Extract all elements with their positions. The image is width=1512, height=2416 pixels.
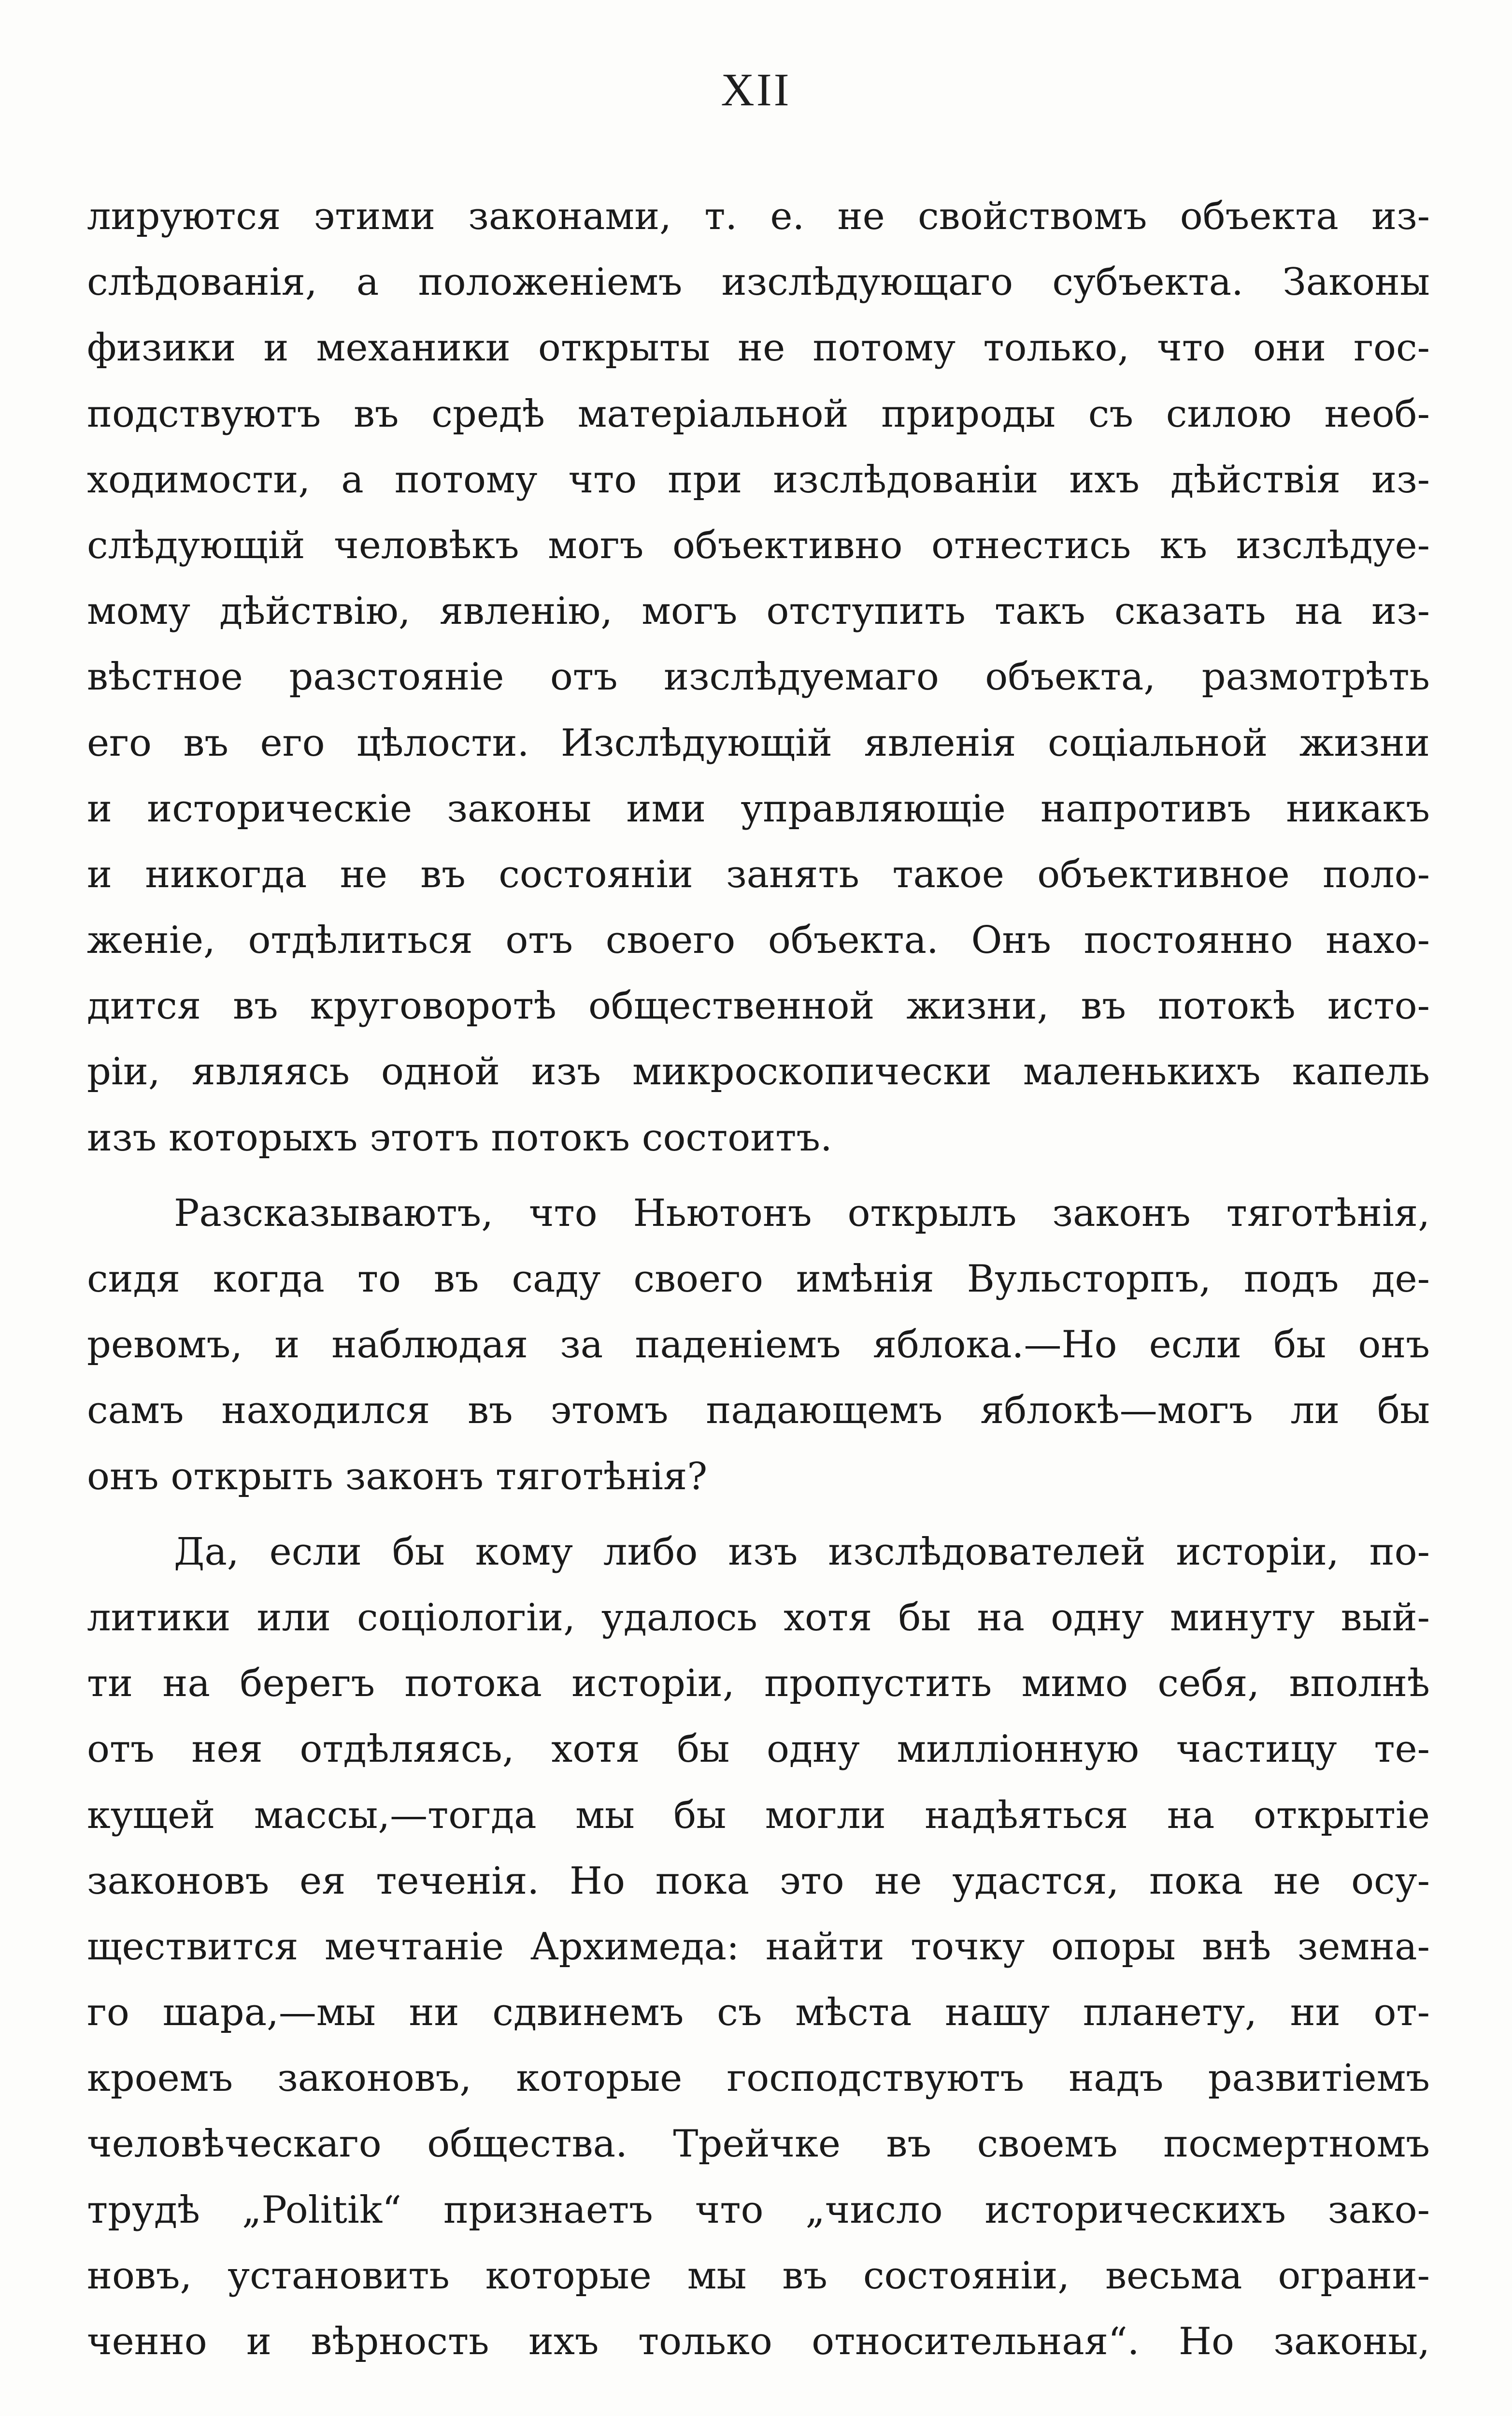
text-line: и никогда не въ состояніи занять такое объективное поло- <box>87 852 1430 896</box>
text-line: ходимости, а потому что при изслѣдованіи ихъ дѣйствія из- <box>87 458 1430 502</box>
text-line: ревомъ, и наблюдая за паденіемъ яблока.—Но если бы онъ <box>87 1323 1430 1367</box>
text-line: слѣдованія, а положеніемъ изслѣдующаго субъекта. Законы <box>87 260 1430 304</box>
text-line: новъ, установить которые мы въ состояніи, весьма ограни- <box>87 2254 1430 2298</box>
text-line: физики и механики открыты не потому только, что они гос- <box>87 326 1430 370</box>
text-line: кроемъ законовъ, которые господствуютъ надъ развитіемъ <box>87 2056 1430 2100</box>
text-line: и историческіе законы ими управляющіе напротивъ никакъ <box>87 787 1430 831</box>
text-line: Да, если бы кому либо изъ изслѣдователей исторіи, по- <box>174 1530 1430 1574</box>
text-line: Разсказываютъ, что Ньютонъ открылъ законъ тяготѣнія, <box>174 1191 1430 1235</box>
text-line: подствуютъ въ средѣ матеріальной природы съ силою необ- <box>87 392 1430 436</box>
text-line: лируются этими законами, т. е. не свойствомъ объекта из- <box>87 195 1430 238</box>
text-line: женіе, отдѣлиться отъ своего объекта. Онъ постоянно нахо- <box>87 919 1430 963</box>
text-line: отъ нея отдѣляясь, хотя бы одну милліонную частицу те- <box>87 1727 1430 1771</box>
text-line: самъ находился въ этомъ падающемъ яблокѣ—могъ ли бы <box>87 1389 1430 1433</box>
text-line: ществится мечтаніе Архимеда: найти точку опоры внѣ земна- <box>87 1925 1430 1969</box>
text-line: слѣдующій человѣкъ могъ объективно отнестись къ изслѣдуе- <box>87 523 1430 567</box>
body-text <box>87 184 1430 2374</box>
text-line: сидя когда то въ саду своего имѣнія Вульсторпъ, подъ де- <box>87 1257 1430 1301</box>
text-line: мому дѣйствію, явленію, могъ отступить такъ сказать на из- <box>87 590 1430 633</box>
text-line: человѣческаго общества. Трейчке въ своемъ посмертномъ <box>87 2122 1430 2166</box>
text-line: го шара,—мы ни сдвинемъ съ мѣста нашу планету, ни от- <box>87 1991 1430 2035</box>
text-line: изъ которыхъ этотъ потокъ состоитъ. <box>87 1116 832 1160</box>
text-line: трудѣ „Politik“ признаетъ что „число историческихъ зако- <box>87 2188 1430 2232</box>
text-line: дится въ круговоротѣ общественной жизни, въ потокѣ исто- <box>87 984 1430 1028</box>
paragraph-spacer <box>87 1171 1430 1180</box>
text-line: литики или соціологіи, удалось хотя бы на одну минуту вый- <box>87 1596 1430 1639</box>
paragraph-spacer <box>87 1510 1430 1519</box>
paragraph-1 <box>87 184 1430 1171</box>
paragraph-2 <box>87 1180 1430 1510</box>
paragraph-3 <box>87 1519 1430 2374</box>
text-line: вѣстное разстояніе отъ изслѣдуемаго объекта, размотрѣть <box>87 655 1430 699</box>
text-line: онъ открыть законъ тяготѣнія? <box>87 1454 708 1498</box>
text-line: ріи, являясь одной изъ микроскопически маленькихъ капель <box>87 1050 1430 1094</box>
page-number: XII <box>721 64 791 115</box>
text-line: ченно и вѣрность ихъ только относительная“. Но законы, <box>87 2320 1430 2363</box>
text-line: кущей массы,—тогда мы бы могли надѣяться на открытіе <box>87 1793 1430 1837</box>
text-line: ти на берегъ потока исторіи, пропустить мимо себя, вполнѣ <box>87 1662 1430 1706</box>
text-line: законовъ ея теченія. Но пока это не удастся, пока не осу- <box>87 1859 1430 1903</box>
text-line: его въ его цѣлости. Изслѣдующій явленія соціальной жизни <box>87 721 1430 765</box>
